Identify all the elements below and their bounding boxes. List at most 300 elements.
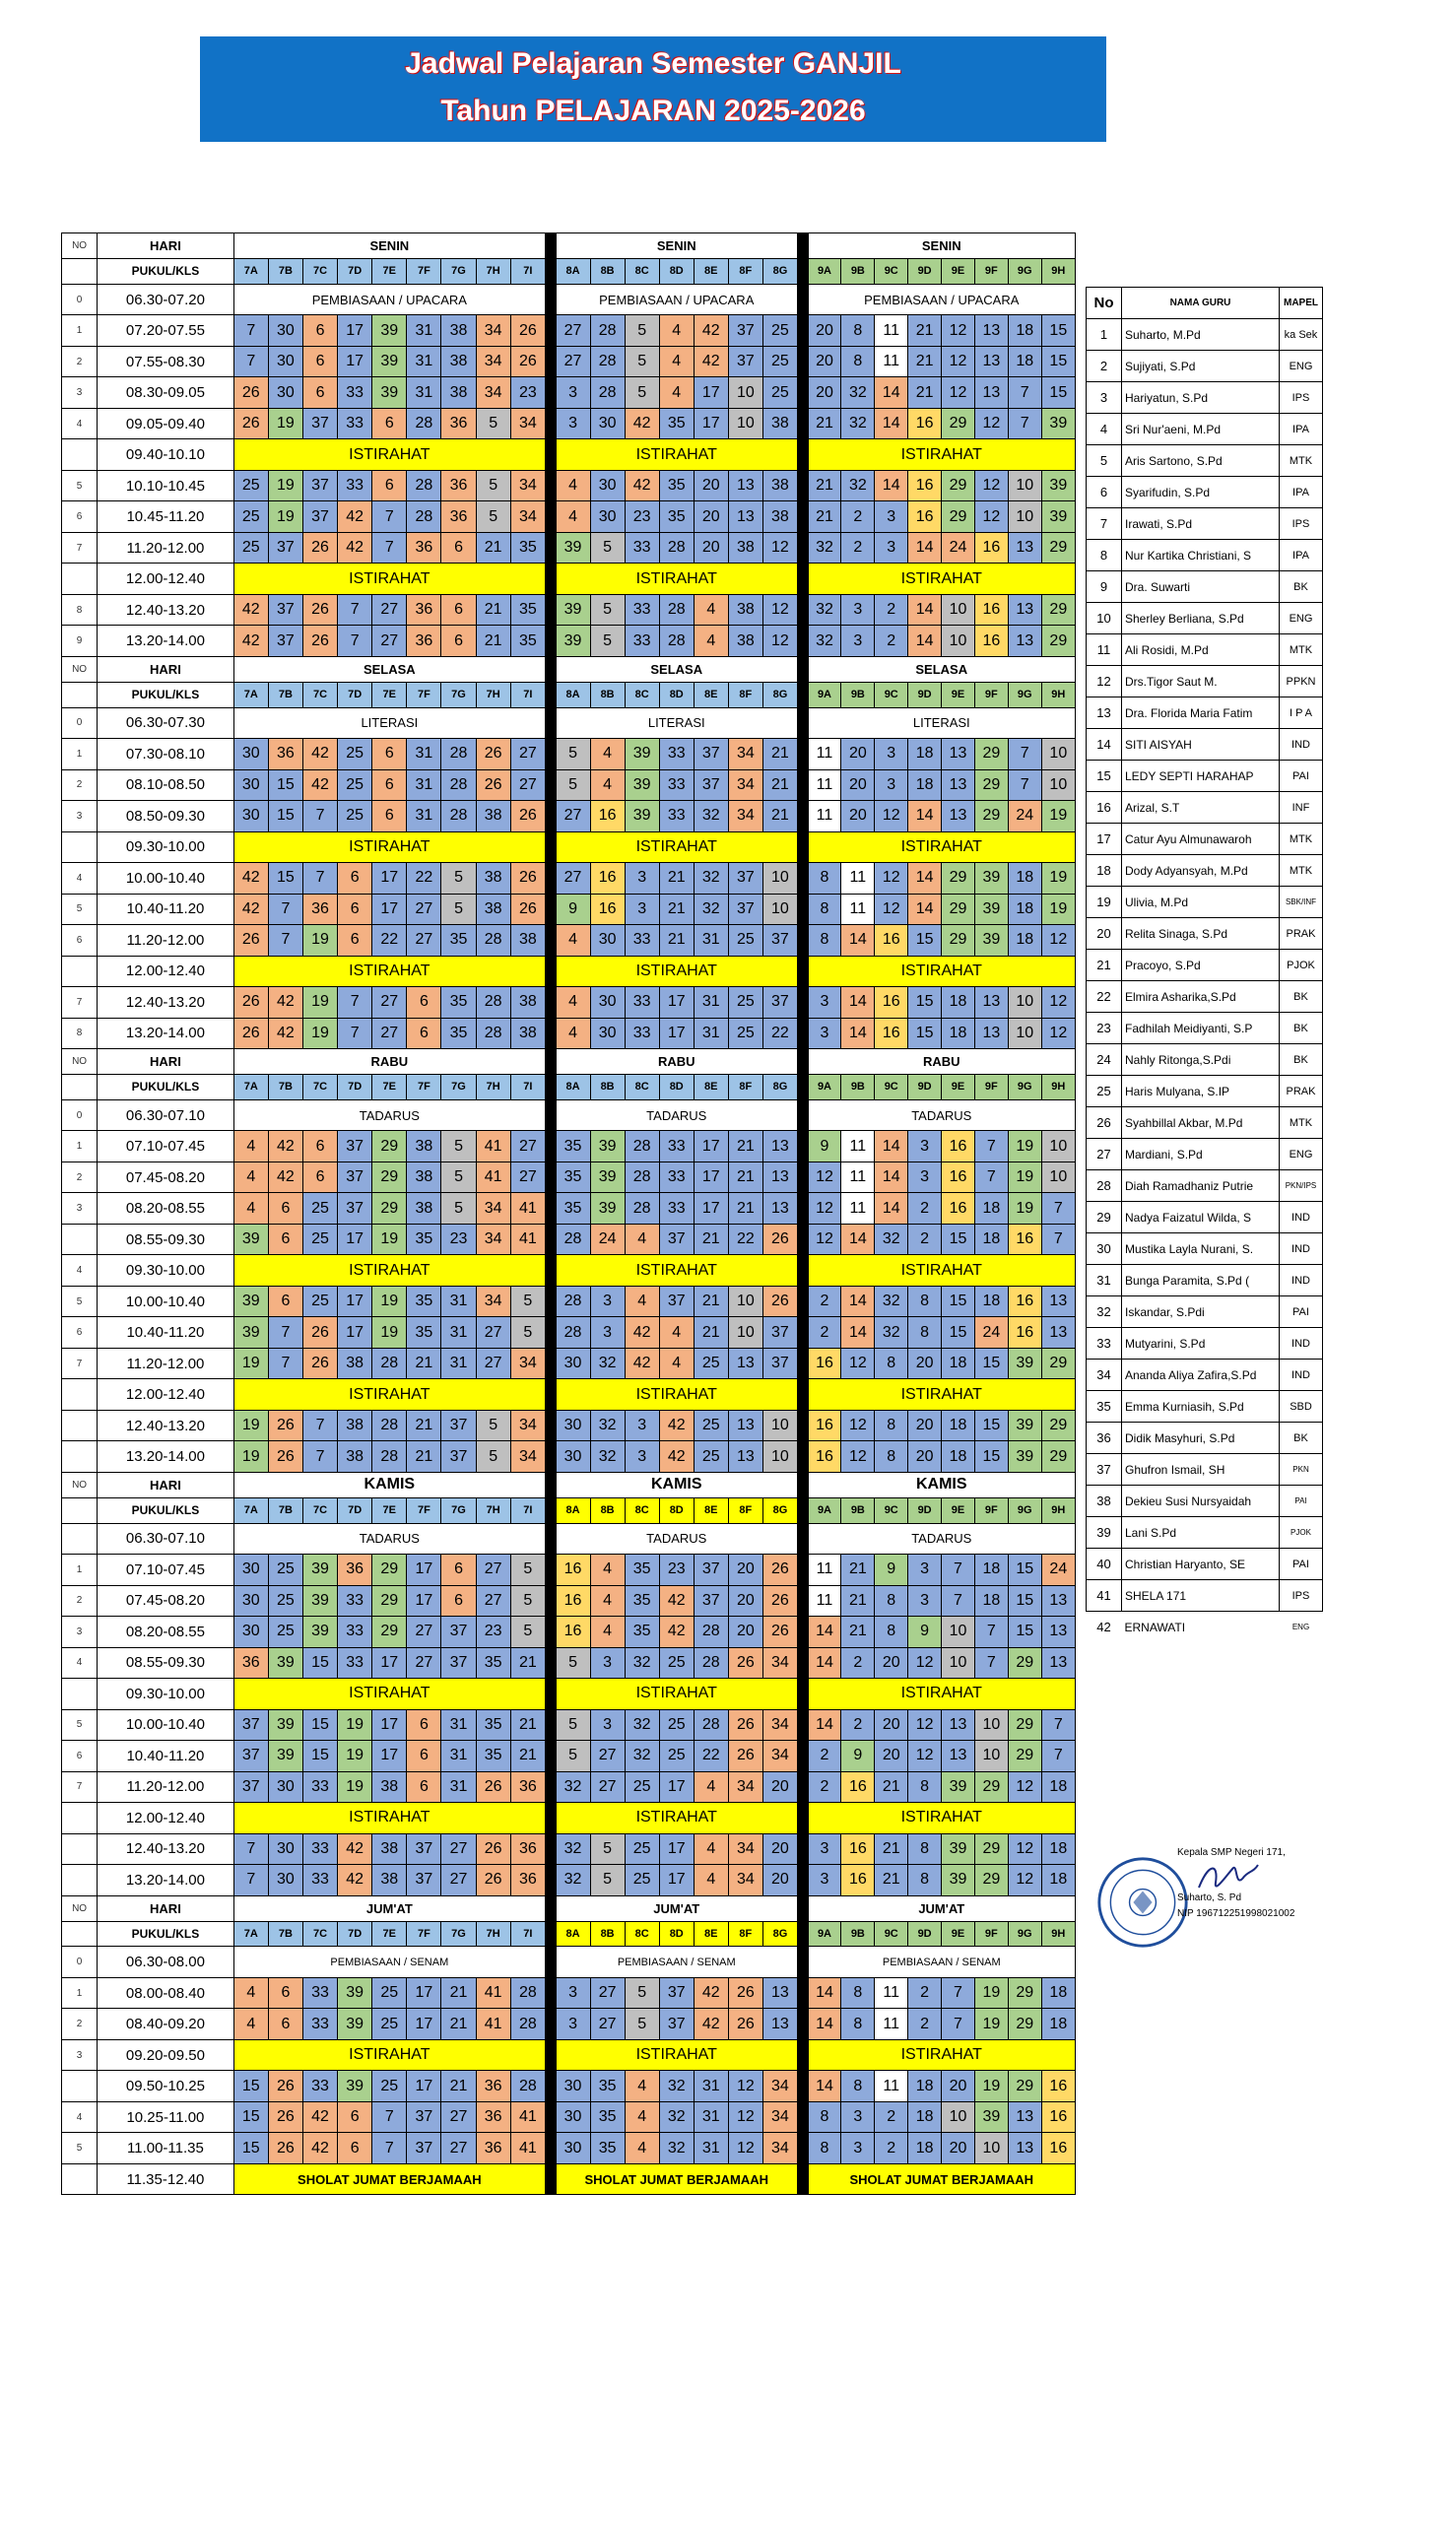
teacher-code-cell: 27 — [476, 1348, 510, 1379]
teacher-code-cell: 18 — [942, 1410, 975, 1441]
teacher-code-cell: 2 — [875, 594, 908, 626]
teacher-number: 7 — [1087, 508, 1122, 540]
hari-header: HARI — [98, 1049, 234, 1075]
table-row — [62, 594, 1076, 626]
teacher-code-cell: 28 — [694, 1709, 728, 1741]
teacher-code-cell: 39 — [1008, 1410, 1041, 1441]
teacher-subject: IND — [1280, 1233, 1323, 1265]
table-row — [62, 1018, 1076, 1049]
teacher-row — [1087, 1612, 1323, 1643]
teacher-code-cell: 10 — [974, 1709, 1008, 1741]
teacher-code-cell: 28 — [625, 1193, 659, 1225]
teacher-code-cell: 17 — [694, 1161, 728, 1193]
teacher-number: 27 — [1087, 1139, 1122, 1170]
teacher-number: 24 — [1087, 1044, 1122, 1076]
teacher-name: Relita Sinaga, S.Pd — [1122, 918, 1280, 950]
teacher-code-cell: 15 — [302, 1647, 337, 1679]
period-time: 13.20-14.00 — [98, 626, 234, 657]
hari-header: HARI — [98, 656, 234, 682]
teacher-code-cell: 6 — [372, 408, 407, 439]
teacher-code-cell: 10 — [762, 1410, 797, 1441]
period-time: 07.55-08.30 — [98, 346, 234, 377]
grade-separator — [545, 1497, 556, 1523]
table-row — [62, 315, 1076, 347]
teacher-code-cell: 35 — [476, 1709, 510, 1741]
teacher-code-cell: 16 — [556, 1617, 590, 1648]
teacher-code-cell: 8 — [875, 1585, 908, 1617]
period-time: 12.00-12.40 — [98, 956, 234, 987]
teacher-code-cell: 32 — [659, 2071, 694, 2102]
teacher-code-cell: 20 — [728, 1585, 762, 1617]
break-band: ISTIRAHAT — [808, 564, 1075, 595]
teacher-code-cell: 6 — [268, 1286, 302, 1317]
teacher-code-cell: 8 — [808, 863, 841, 895]
grade-separator — [798, 1895, 809, 1921]
period-time: 07.30-08.10 — [98, 739, 234, 770]
teacher-code-cell: 32 — [659, 2133, 694, 2164]
teacher-name: Sherley Berliana, S.Pd — [1122, 603, 1280, 634]
teacher-code-cell: 31 — [407, 346, 441, 377]
teacher-code-cell: 39 — [338, 2071, 372, 2102]
teacher-code-cell: 35 — [590, 2101, 625, 2133]
table-row — [62, 1523, 1076, 1555]
teacher-code-cell: 19 — [338, 1709, 372, 1741]
teacher-code-cell: 27 — [510, 1131, 545, 1162]
teacher-code-cell: 32 — [841, 408, 875, 439]
teacher-code-cell: 42 — [268, 1161, 302, 1193]
teacher-code-cell: 25 — [762, 377, 797, 409]
grade-separator — [798, 594, 809, 626]
grade-separator — [798, 1224, 809, 1255]
teacher-code-cell: 33 — [338, 1585, 372, 1617]
teacher-code-cell: 35 — [510, 594, 545, 626]
teacher-code-cell: 29 — [1008, 2009, 1041, 2040]
class-header: 8C — [625, 1921, 659, 1947]
teacher-code-cell: 35 — [407, 1317, 441, 1349]
teacher-code-cell: 15 — [1008, 1555, 1041, 1586]
teacher-code-cell: 6 — [407, 1018, 441, 1049]
grade-separator — [545, 1679, 556, 1710]
teacher-code-cell: 12 — [1041, 1018, 1075, 1049]
period-number: 6 — [62, 501, 98, 533]
teacher-code-cell: 22 — [728, 1224, 762, 1255]
teacher-code-cell: 28 — [556, 1224, 590, 1255]
teacher-code-cell: 6 — [407, 1709, 441, 1741]
teacher-code-cell: 5 — [510, 1317, 545, 1349]
teacher-code-cell: 30 — [556, 1441, 590, 1473]
grade-separator — [545, 532, 556, 564]
teacher-code-cell: 37 — [441, 1617, 476, 1648]
teacher-code-cell: 16 — [942, 1193, 975, 1225]
teacher-row — [1087, 1580, 1323, 1612]
teacher-code-cell: 4 — [694, 626, 728, 657]
teacher-code-cell: 35 — [556, 1193, 590, 1225]
period-number: 5 — [62, 470, 98, 501]
activity-band: LITERASI — [233, 707, 545, 739]
teacher-code-cell: 4 — [625, 2133, 659, 2164]
class-header: 7D — [338, 1921, 372, 1947]
class-header: 7H — [476, 1074, 510, 1099]
teacher-name: Dody Adyansyah, M.Pd — [1122, 855, 1280, 887]
period-time: 06.30-07.30 — [98, 707, 234, 739]
teacher-code-cell: 29 — [974, 1833, 1008, 1865]
class-header: 8E — [694, 1497, 728, 1523]
teacher-code-cell: 34 — [728, 1833, 762, 1865]
teacher-code-cell: 6 — [372, 801, 407, 832]
teacher-code-cell: 18 — [908, 2101, 942, 2133]
teacher-name: Hariyatun, S.Pd — [1122, 382, 1280, 414]
teacher-code-cell: 20 — [728, 1555, 762, 1586]
teacher-code-cell: 30 — [268, 315, 302, 347]
teacher-subject: MTK — [1280, 855, 1323, 887]
class-header: 9E — [942, 682, 975, 707]
teacher-code-cell: 20 — [841, 801, 875, 832]
teacher-code-cell: 26 — [762, 1585, 797, 1617]
class-header: 8G — [762, 258, 797, 284]
teacher-code-cell: 33 — [302, 2071, 337, 2102]
period-number: 2 — [62, 769, 98, 801]
teacher-code-cell: 17 — [407, 2071, 441, 2102]
teacher-code-cell: 41 — [510, 1224, 545, 1255]
teacher-code-cell: 25 — [268, 1555, 302, 1586]
teacher-row — [1087, 1233, 1323, 1265]
teacher-number: 6 — [1087, 477, 1122, 508]
teacher-code-cell: 14 — [808, 1977, 841, 2009]
teacher-code-cell: 37 — [268, 594, 302, 626]
teacher-number: 22 — [1087, 981, 1122, 1013]
teacher-code-cell: 34 — [762, 2101, 797, 2133]
teacher-code-cell: 29 — [974, 1865, 1008, 1896]
class-header: 7I — [510, 1497, 545, 1523]
teacher-code-cell: 30 — [590, 501, 625, 533]
teacher-name: Mustika Layla Nurani, S. — [1122, 1233, 1280, 1265]
teacher-code-cell: 17 — [338, 1317, 372, 1349]
period-time: 08.55-09.30 — [98, 1224, 234, 1255]
teacher-code-cell: 22 — [372, 925, 407, 957]
break-band: ISTIRAHAT — [808, 831, 1075, 863]
teacher-code-cell: 28 — [372, 1410, 407, 1441]
class-header: 9H — [1041, 682, 1075, 707]
teacher-code-cell: 35 — [476, 1741, 510, 1772]
teacher-code-cell: 5 — [556, 739, 590, 770]
teacher-code-cell: 27 — [476, 1555, 510, 1586]
table-row — [62, 1771, 1076, 1803]
teacher-code-cell: 27 — [372, 1018, 407, 1049]
teacher-code-cell: 15 — [974, 1441, 1008, 1473]
table-row — [62, 1895, 1076, 1921]
teacher-code-cell: 28 — [476, 1018, 510, 1049]
teacher-code-cell: 27 — [510, 769, 545, 801]
teacher-name: Nur Kartika Christiani, S — [1122, 540, 1280, 571]
teacher-code-cell: 16 — [908, 408, 942, 439]
teacher-code-cell: 21 — [728, 1193, 762, 1225]
teacher-code-cell: 42 — [625, 1317, 659, 1349]
teacher-code-cell: 15 — [1008, 1617, 1041, 1648]
table-row — [62, 956, 1076, 987]
teacher-code-cell: 38 — [338, 1348, 372, 1379]
period-number — [62, 1865, 98, 1896]
teacher-number: 31 — [1087, 1265, 1122, 1296]
class-header: 7I — [510, 1074, 545, 1099]
teacher-code-cell: 34 — [510, 1410, 545, 1441]
teacher-code-cell: 27 — [441, 2101, 476, 2133]
grade-separator — [798, 801, 809, 832]
day-header-senin: SENIN — [808, 233, 1075, 259]
class-header: 7C — [302, 1074, 337, 1099]
teacher-number: 2 — [1087, 351, 1122, 382]
activity-band: PEMBIASAAN / SENAM — [233, 1947, 545, 1978]
teacher-code-cell: 27 — [590, 1741, 625, 1772]
teacher-code-cell: 7 — [268, 1348, 302, 1379]
teacher-code-cell: 34 — [510, 408, 545, 439]
teacher-code-cell: 30 — [556, 1410, 590, 1441]
period-number: 8 — [62, 1018, 98, 1049]
teacher-name: Emma Kurniasih, S.Pd — [1122, 1391, 1280, 1423]
class-header: 8F — [728, 1074, 762, 1099]
teacher-code-cell: 20 — [808, 377, 841, 409]
teacher-code-cell: 42 — [694, 346, 728, 377]
grade-separator — [545, 2101, 556, 2133]
grade-separator — [798, 1523, 809, 1555]
teacher-code-cell: 38 — [476, 863, 510, 895]
teacher-code-cell: 29 — [372, 1193, 407, 1225]
class-header: 7F — [407, 682, 441, 707]
teacher-code-cell: 5 — [556, 1709, 590, 1741]
grade-separator — [798, 1647, 809, 1679]
class-header: 7F — [407, 1074, 441, 1099]
teacher-code-cell: 18 — [1008, 894, 1041, 925]
teacher-code-cell: 8 — [808, 2133, 841, 2164]
teacher-code-cell: 31 — [407, 377, 441, 409]
teacher-name: Christian Haryanto, SE — [1122, 1549, 1280, 1580]
teacher-number: 23 — [1087, 1013, 1122, 1044]
teacher-code-cell: 12 — [875, 801, 908, 832]
period-number: 7 — [62, 1771, 98, 1803]
teacher-code-cell: 29 — [1008, 1709, 1041, 1741]
period-time: 11.20-12.00 — [98, 1348, 234, 1379]
period-number — [62, 1224, 98, 1255]
teacher-code-cell: 18 — [942, 1348, 975, 1379]
teacher-code-cell: 19 — [268, 408, 302, 439]
pukul-header: PUKUL/KLS — [98, 1074, 234, 1099]
period-time: 09.05-09.40 — [98, 408, 234, 439]
activity-band: LITERASI — [556, 707, 798, 739]
class-header: 8D — [659, 1074, 694, 1099]
teacher-code-cell: 25 — [762, 315, 797, 347]
teacher-code-cell: 12 — [974, 501, 1008, 533]
teacher-code-cell: 21 — [659, 894, 694, 925]
teacher-name: Sri Nur'aeni, M.Pd — [1122, 414, 1280, 445]
teacher-code-cell: 13 — [762, 1977, 797, 2009]
teacher-code-cell: 14 — [875, 1131, 908, 1162]
class-header: 8D — [659, 1921, 694, 1947]
teacher-code-cell: 29 — [974, 739, 1008, 770]
grade-separator — [545, 1472, 556, 1497]
teacher-code-cell: 42 — [233, 594, 268, 626]
teacher-code-cell: 42 — [268, 987, 302, 1019]
teacher-code-cell: 39 — [625, 769, 659, 801]
teacher-code-cell: 16 — [556, 1555, 590, 1586]
grade-separator — [545, 1255, 556, 1287]
teacher-name: Ghufron Ismail, SH — [1122, 1454, 1280, 1486]
teacher-code-cell: 18 — [942, 1018, 975, 1049]
teacher-code-cell: 25 — [338, 739, 372, 770]
teacher-code-cell: 14 — [808, 2071, 841, 2102]
grade-separator — [798, 258, 809, 284]
period-number: 3 — [62, 801, 98, 832]
teacher-code-cell: 26 — [728, 1977, 762, 2009]
table-row — [62, 925, 1076, 957]
teacher-code-cell: 16 — [1008, 1317, 1041, 1349]
teacher-code-cell: 20 — [908, 1348, 942, 1379]
teacher-code-cell: 26 — [762, 1555, 797, 1586]
teacher-code-cell: 3 — [556, 2009, 590, 2040]
table-row — [62, 1099, 1076, 1131]
teacher-code-cell: 35 — [407, 1286, 441, 1317]
teacher-row — [1087, 1013, 1323, 1044]
teacher-code-cell: 25 — [372, 1977, 407, 2009]
teacher-code-cell: 36 — [510, 1865, 545, 1896]
table-row — [62, 377, 1076, 409]
teacher-code-cell: 42 — [302, 2101, 337, 2133]
teacher-code-cell: 35 — [556, 1161, 590, 1193]
teacher-code-cell: 6 — [441, 1555, 476, 1586]
period-time: 11.20-12.00 — [98, 532, 234, 564]
teacher-code-cell: 6 — [407, 1741, 441, 1772]
teacher-code-cell: 3 — [875, 532, 908, 564]
teacher-code-cell: 28 — [407, 470, 441, 501]
teacher-code-cell: 3 — [556, 408, 590, 439]
teacher-code-cell: 7 — [974, 1161, 1008, 1193]
teacher-code-cell: 37 — [728, 315, 762, 347]
period-number — [62, 1523, 98, 1555]
teacher-code-cell: 2 — [841, 501, 875, 533]
teacher-name: Ananda Aliya Zafira,S.Pd — [1122, 1360, 1280, 1391]
grade-separator — [545, 1921, 556, 1947]
teacher-code-cell: 21 — [908, 346, 942, 377]
period-time: 09.50-10.25 — [98, 2071, 234, 2102]
teacher-code-cell: 11 — [808, 739, 841, 770]
teacher-code-cell: 7 — [338, 987, 372, 1019]
grade-separator — [545, 1161, 556, 1193]
grade-separator — [545, 377, 556, 409]
teacher-subject: SBK/INF — [1280, 887, 1323, 918]
teacher-code-cell: 36 — [338, 1555, 372, 1586]
hari-header: HARI — [98, 1895, 234, 1921]
teacher-code-cell: 13 — [728, 501, 762, 533]
class-header: 7G — [441, 682, 476, 707]
teacher-code-cell: 10 — [942, 594, 975, 626]
teacher-code-cell: 15 — [233, 2101, 268, 2133]
teacher-code-cell: 10 — [942, 1647, 975, 1679]
teacher-code-cell: 14 — [908, 594, 942, 626]
teacher-code-cell: 33 — [302, 1977, 337, 2009]
teacher-code-cell: 10 — [728, 1286, 762, 1317]
grade-separator — [798, 1472, 809, 1497]
teacher-code-cell: 28 — [441, 801, 476, 832]
grade-separator — [545, 2163, 556, 2195]
class-header: 9D — [908, 258, 942, 284]
day-header-kamis: KAMIS — [233, 1472, 545, 1497]
teacher-name: Lani S.Pd — [1122, 1517, 1280, 1549]
teacher-code-cell: 13 — [1041, 1286, 1075, 1317]
teacher-subject: PRAK — [1280, 1076, 1323, 1107]
teacher-code-cell: 34 — [762, 1741, 797, 1772]
teacher-code-cell: 28 — [441, 769, 476, 801]
break-band: ISTIRAHAT — [233, 439, 545, 471]
period-number — [62, 1803, 98, 1834]
teacher-code-cell: 12 — [1008, 1865, 1041, 1896]
teacher-code-cell: 34 — [762, 2071, 797, 2102]
teacher-code-cell: 21 — [875, 1833, 908, 1865]
break-band: ISTIRAHAT — [556, 956, 798, 987]
teacher-code-cell: 26 — [268, 1441, 302, 1473]
grade-separator — [798, 1947, 809, 1978]
teacher-number: 15 — [1087, 761, 1122, 792]
teacher-name: Sujiyati, S.Pd — [1122, 351, 1280, 382]
teacher-code-cell: 6 — [338, 2133, 372, 2164]
teacher-code-cell: 32 — [556, 1865, 590, 1896]
teacher-code-cell: 11 — [808, 1555, 841, 1586]
teacher-code-cell: 14 — [841, 1317, 875, 1349]
grade-separator — [798, 2039, 809, 2071]
teacher-code-cell: 21 — [841, 1585, 875, 1617]
teacher-code-cell: 26 — [476, 739, 510, 770]
break-band: ISTIRAHAT — [808, 1803, 1075, 1834]
teacher-code-cell: 13 — [728, 1348, 762, 1379]
teacher-subject: IND — [1280, 1360, 1323, 1391]
period-time: 10.40-11.20 — [98, 894, 234, 925]
teacher-row — [1087, 1076, 1323, 1107]
teacher-row — [1087, 288, 1323, 319]
teacher-code-cell: 6 — [302, 1131, 337, 1162]
teacher-row — [1087, 382, 1323, 414]
teacher-code-cell: 14 — [841, 987, 875, 1019]
day-header-jumat: JUM'AT — [233, 1895, 545, 1921]
teacher-code-cell: 33 — [302, 1865, 337, 1896]
class-header: 9B — [841, 1921, 875, 1947]
grade-separator — [545, 1074, 556, 1099]
teacher-code-cell: 42 — [659, 1441, 694, 1473]
teacher-code-cell: 37 — [659, 1224, 694, 1255]
period-number: 2 — [62, 1585, 98, 1617]
teacher-code-cell: 14 — [808, 1709, 841, 1741]
teacher-code-cell: 20 — [694, 532, 728, 564]
period-number: 6 — [62, 925, 98, 957]
teacher-code-cell: 11 — [875, 2009, 908, 2040]
teacher-code-cell: 25 — [625, 1771, 659, 1803]
teacher-code-cell: 30 — [268, 346, 302, 377]
period-time: 08.10-08.50 — [98, 769, 234, 801]
teacher-name: Didik Masyhuri, S.Pd — [1122, 1423, 1280, 1454]
grade-separator — [545, 1617, 556, 1648]
teacher-code-cell: 18 — [1041, 2009, 1075, 2040]
teacher-code-cell: 42 — [302, 769, 337, 801]
teacher-subject: BK — [1280, 981, 1323, 1013]
teacher-code-cell: 5 — [625, 2009, 659, 2040]
teacher-code-cell: 27 — [476, 1317, 510, 1349]
teacher-code-cell: 6 — [338, 863, 372, 895]
grade-separator — [798, 831, 809, 863]
teacher-code-cell: 18 — [1008, 925, 1041, 957]
table-row — [62, 894, 1076, 925]
teacher-code-cell: 25 — [694, 1348, 728, 1379]
teacher-code-cell: 3 — [908, 1161, 942, 1193]
table-row — [62, 1833, 1076, 1865]
class-header: 7A — [233, 258, 268, 284]
day-header-kamis: KAMIS — [556, 1472, 798, 1497]
teacher-code-cell: 36 — [441, 501, 476, 533]
